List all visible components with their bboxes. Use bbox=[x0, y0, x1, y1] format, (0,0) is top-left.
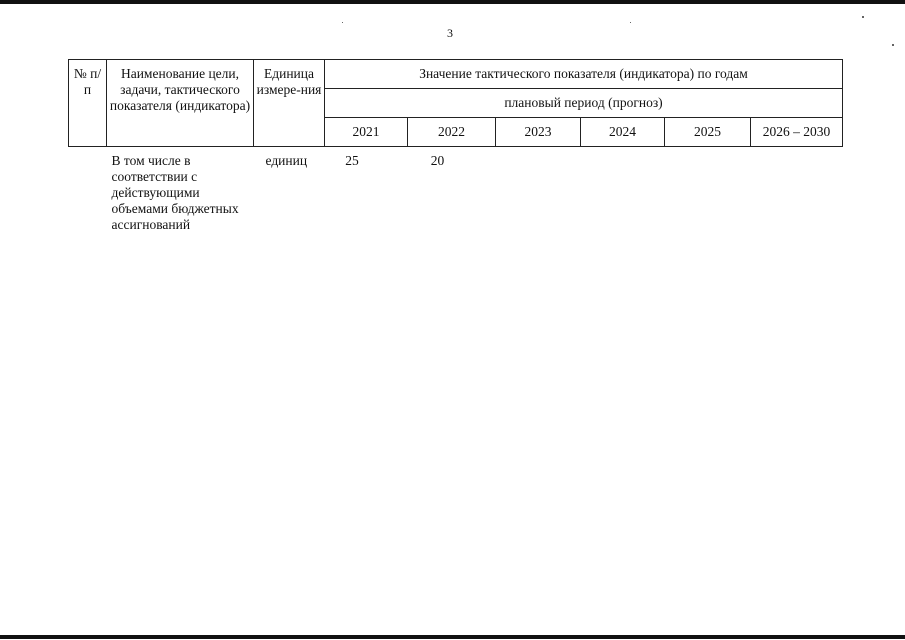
indicator-table bbox=[68, 59, 843, 233]
scan-speck bbox=[630, 22, 631, 23]
row-unit: единиц bbox=[265, 153, 308, 168]
row-value-2025 bbox=[665, 147, 751, 234]
header-number: № п/п bbox=[69, 60, 107, 147]
scan-speck bbox=[892, 44, 894, 46]
row-number bbox=[69, 147, 107, 234]
header-name: Наименование цели, задачи, тактического показателя (индикатора) bbox=[107, 60, 254, 147]
header-year-2022: 2022 bbox=[408, 118, 496, 147]
scan-speck bbox=[342, 22, 343, 23]
header-year-2025: 2025 bbox=[665, 118, 751, 147]
scan-speck bbox=[862, 16, 864, 18]
page-bottom-rule bbox=[0, 635, 905, 639]
header-year-2026-2030: 2026 – 2030 bbox=[751, 118, 843, 147]
page-top-rule bbox=[0, 0, 905, 4]
header-year-2023: 2023 bbox=[496, 118, 581, 147]
page-number: 3 bbox=[447, 26, 453, 40]
header-year-2021: 2021 bbox=[325, 118, 408, 147]
row-value-2023 bbox=[496, 147, 581, 234]
row-value-2022: 20 bbox=[430, 153, 445, 168]
row-name: В том числе в соответствии с действующими объемами бюджетных ассигнований bbox=[111, 153, 239, 232]
row-value-2024 bbox=[581, 147, 665, 234]
header-period: плановый период (прогноз) bbox=[325, 89, 843, 118]
header-value-group: Значение тактического показателя (индикатора) по годам bbox=[325, 60, 843, 89]
row-value-2026-2030 bbox=[751, 147, 843, 234]
header-year-2024: 2024 bbox=[581, 118, 665, 147]
table-row bbox=[69, 147, 843, 234]
row-value-2021: 25 bbox=[345, 153, 359, 168]
header-unit: Единица измере-ния bbox=[254, 60, 325, 147]
